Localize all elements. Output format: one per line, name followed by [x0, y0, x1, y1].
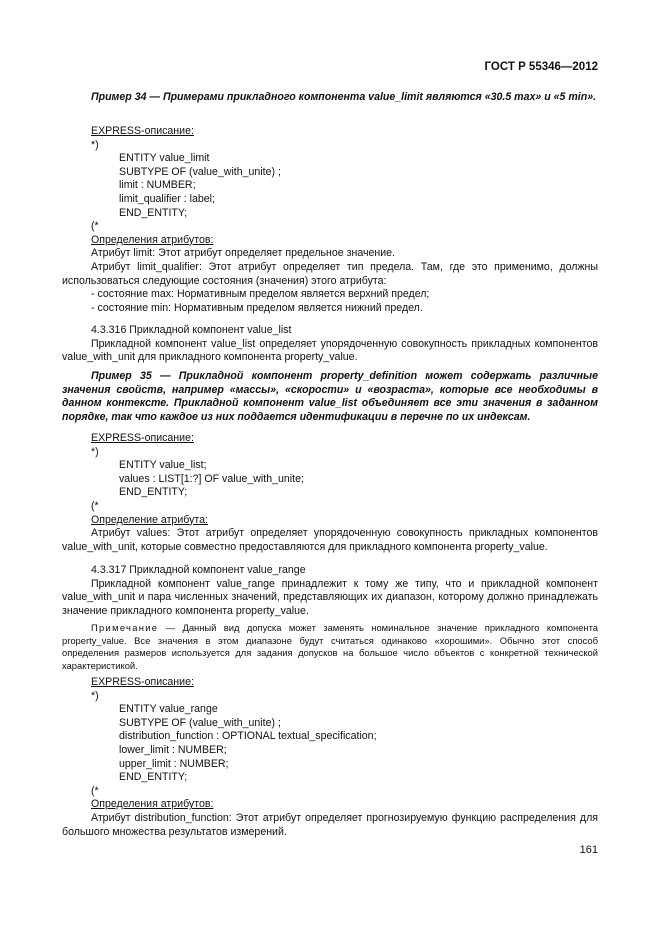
value-range-express — [62, 676, 598, 839]
definitions-heading: Определение атрибута: — [91, 513, 208, 526]
code-line: END_ENTITY; — [119, 206, 188, 219]
attribute-def: Атрибут limit: Этот атрибут определяет предельное значение. — [91, 247, 396, 260]
comment-close: *) — [91, 445, 99, 458]
code-line: limit : NUMBER; — [119, 179, 196, 192]
definitions-heading: Определения атрибутов: — [91, 233, 214, 246]
code-line: END_ENTITY; — [119, 771, 188, 784]
value-list-express — [62, 432, 598, 554]
attribute-def: Атрибут limit_qualifier: Этот атрибут определяет тип предела. Там, где это применимо, должны использоваться следующие состояния (значения) этого атрибута: — [62, 260, 598, 287]
section-text: Прикладной компонент value_range принадлежит к тому же типу, что и прикладной компонент value_with_unit и пара численных значений, представляющих их диапазон, которому должно принадлежать значение прикладного компонента property_value. — [62, 577, 598, 617]
code-line: END_ENTITY; — [119, 486, 188, 499]
code-line: distribution_function : OPTIONAL textual_specification; — [119, 730, 377, 743]
code-line: upper_limit : NUMBER; — [119, 757, 229, 770]
value-limit-section — [62, 125, 598, 315]
example-34-block — [62, 91, 598, 105]
comment-open: (* — [91, 220, 99, 233]
list-item: - состояние max: Нормативным пределом является верхний предел; — [91, 288, 430, 301]
standard-header: ГОСТ Р 55346—2012 — [484, 61, 598, 73]
code-line: ENTITY value_range — [119, 703, 218, 716]
section-heading: 4.3.317 Прикладной компонент value_range — [91, 564, 306, 576]
note-block — [62, 622, 598, 672]
note-label: Примечание — [91, 622, 159, 633]
comment-open: (* — [91, 499, 99, 512]
note — [62, 622, 598, 672]
code-line: lower_limit : NUMBER; — [119, 743, 227, 756]
code-line: values : LIST[1:?] OF value_with_unite; — [119, 472, 304, 485]
comment-close: *) — [91, 138, 99, 151]
code-line: limit_qualifier : label; — [119, 192, 215, 205]
example-34: Пример 34 — Примерами прикладного компонента value_limit являются «30.5 max» и «5 min». — [91, 91, 597, 103]
section-text: Прикладной компонент value_list определяет упорядоченную совокупность прикладных компонентов value_with_unit для прикладного компонента property_value. — [62, 337, 598, 364]
list-item: - состояние min: Нормативным пределом является нижний предел. — [91, 301, 423, 314]
comment-open: (* — [91, 784, 99, 797]
code-line: ENTITY value_list; — [119, 459, 207, 472]
definitions-heading: Определения атрибутов: — [91, 798, 214, 811]
code-line: SUBTYPE OF (value_with_unite) ; — [119, 716, 281, 729]
express-heading: EXPRESS-описание: — [91, 432, 194, 444]
express-heading: EXPRESS-описание: — [91, 676, 194, 688]
section-4-3-316 — [62, 324, 598, 365]
section-heading: 4.3.316 Прикладной компонент value_list — [91, 324, 292, 336]
section-4-3-317 — [62, 564, 598, 618]
express-heading: EXPRESS-описание: — [91, 125, 194, 137]
note-text: — Данный вид допуска может заменять номинальное значение прикладного компонента property_value. Все значения в этом диапазоне будут считаться одинаково «хорошими». Обычно этот способ определения размеров используется для задания допусков на большое число объектов с конкретной технической характеристикой. — [62, 622, 598, 671]
attribute-def: Атрибут distribution_function: Этот атрибут определяет прогнозируемую функцию распределения для большого множества результатов измерений. — [62, 811, 598, 838]
code-line: SUBTYPE OF (value_with_unite) ; — [119, 165, 281, 178]
attribute-def: Атрибут values: Этот атрибут определяет упорядоченную совокупность прикладных компонентов value_with_unit, которые совместно предоставляются для прикладного компонента property_value. — [62, 527, 598, 553]
comment-close: *) — [91, 689, 99, 702]
example-35: Пример 35 — Прикладной компонент property_definition может содержать различные значения свойств, например «массы», «скорости» и «возраста», которые все необходимы в данном контексте. Прикладной компонент value_list объединяет все эти значения в заданном порядке, так что каждое из них поддается идентификации в перечне по их индексам. — [62, 370, 598, 423]
page-number: 161 — [579, 844, 598, 856]
example-35-block — [62, 370, 598, 424]
code-line: ENTITY value_limit — [119, 152, 210, 165]
